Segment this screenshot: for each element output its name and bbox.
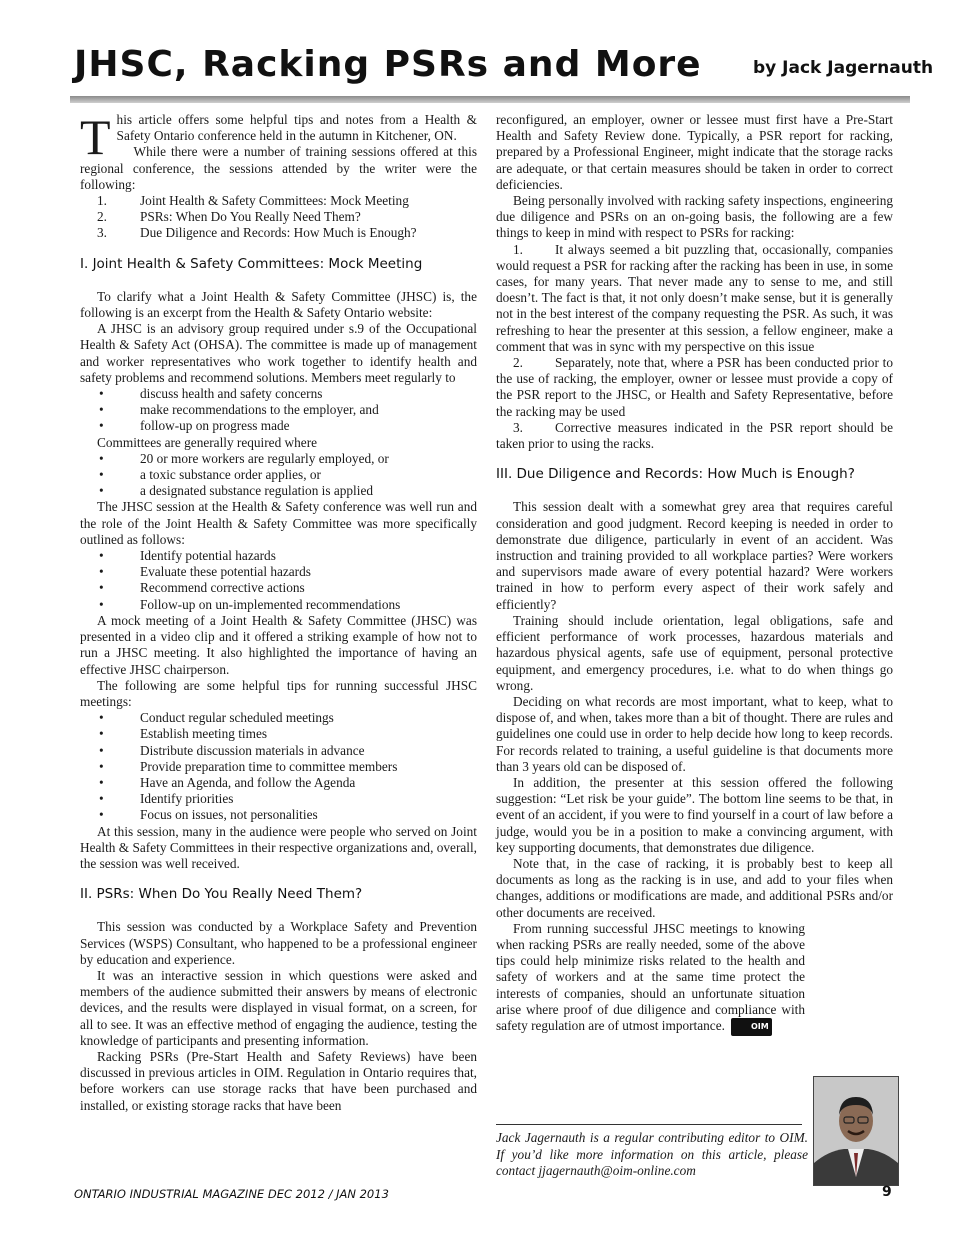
end-mark-icon: OIM bbox=[731, 1018, 772, 1036]
paragraph: Training should include orientation, legal obligations, safe and efficient performance of work processes, hazardous materials and hazardous physical agents, safe use of equipment, personal protective equipment, and emergency procedures, i.e. what to do when things go wrong. bbox=[496, 612, 893, 693]
role-list bbox=[80, 548, 477, 613]
paragraph: A mock meeting of a Joint Health & Safety Committee (JHSC) was presented in a video clip and it offered a striking example of how not to run a JHSC meeting. It also highlighted the importance of having an effective JHSC chairperson. bbox=[80, 612, 477, 677]
list-item: • Focus on issues, not personalities bbox=[99, 807, 318, 823]
paragraph: It was an interactive session in which questions were asked and members of the audience submitted their answers by means of electronic devices, and the results were displayed in visual format, on a screen, for all to see. It was an effective method of engaging the audience, testing the knowledge of participants and presenting information. bbox=[80, 967, 477, 1048]
list-item: 3. Corrective measures indicated in the PSR report should be taken prior to using the racks. bbox=[496, 419, 893, 452]
list-item: • Identify priorities bbox=[99, 791, 234, 807]
paragraph: While there were a number of training sessions offered at this regional conference, the sessions attended by the writer were the following: bbox=[80, 144, 477, 192]
footer-publication: ONTARIO INDUSTRIAL MAGAZINE DEC 2012 / JAN 2013 bbox=[74, 1187, 389, 1201]
list-item: • Follow-up on un-implemented recommendations bbox=[99, 596, 401, 612]
list-item: • a toxic substance order applies, or bbox=[99, 467, 321, 483]
paragraph: The following are some helpful tips for running successful JHSC meetings: bbox=[80, 677, 477, 709]
list-item: • Conduct regular scheduled meetings bbox=[99, 710, 334, 726]
list-item: • Recommend corrective actions bbox=[99, 580, 305, 596]
list-item: • Identify potential hazards bbox=[99, 548, 276, 564]
paragraph: From running successful JHSC meetings to knowing when racking PSRs are really needed, some of the above tips could help minimize risks related to the health and safety of workers and at the same time protect the interests of companies, should an unfortunate situation arise where proof of due diligence and compliance with safety regulation are of utmost importance. OIM bbox=[496, 921, 893, 1036]
paragraph: Committees are generally required where bbox=[97, 434, 318, 450]
paragraph: reconfigured, an employer, owner or lessee must first have a Pre-Start Health and Safety Review done. Typically, a PSR report for racking, prepared by a Professional Engineer, might indicate that the storage racks are adequate, or that certain measures should be taken in order to correct deficiencies. bbox=[496, 112, 893, 192]
paragraph: In addition, the presenter at this session offered the following suggestion: “Let risk be your guide”. The bottom line seems to be that, in event of an accident, if you were to find yourself in a court of law before a judge, would you be in a position to make a convincing argument, with key supporting documents, that demonstrates due diligence. bbox=[496, 774, 893, 855]
right-column bbox=[496, 112, 893, 1036]
list-item: • follow-up on progress made bbox=[99, 418, 290, 434]
paragraph: A JHSC is an advisory group required under s.9 of the Occupational Health & Safety Act (OHSA). The committee is made up of management and worker representatives who work together to identify health and safety problems and recommend solutions. Members meet regularly to bbox=[80, 321, 477, 385]
author-byline: by Jack Jagernauth bbox=[753, 58, 934, 78]
paragraph: Deciding on what records are most important, what to keep, what to dispose of, and when, takes more than a bit of thought. There are rules and guidelines one could use in order to help decide how long to keep records. For records related to training, a useful guideline is that documents more than 3 years old can be disposed of. bbox=[496, 693, 893, 774]
section-heading-2: II. PSRs: When Do You Really Need Them? bbox=[80, 886, 363, 903]
section-heading-3: III. Due Diligence and Records: How Much is Enough? bbox=[496, 466, 855, 483]
list-item: • discuss health and safety concerns bbox=[99, 386, 323, 402]
list-item: • Distribute discussion materials in advance bbox=[99, 742, 365, 758]
paragraph: This session dealt with a somewhat grey area that requires careful consideration and good judgment. Record keeping is needed in order to demonstrate due diligence, particularly in event of an accident. Was instruction and training provided to all workplace parties? Were workers and supervisors made aware of every potential hazard? Were workers trained in how to perform every aspect of their work safely and efficiently? bbox=[496, 499, 893, 612]
article-title: JHSC, Racking PSRs and More bbox=[74, 44, 702, 85]
list-item: 2. PSRs: When Do You Really Need Them? bbox=[97, 209, 361, 225]
list-item: • a designated substance regulation is applied bbox=[99, 483, 373, 499]
sessions-list bbox=[80, 193, 477, 242]
intro-paragraph bbox=[80, 109, 477, 165]
paragraph: The JHSC session at the Health & Safety conference was well run and the role of the Joint Health & Safety Committee was more specifically outlined as follows: bbox=[80, 499, 477, 547]
page-number: 9 bbox=[882, 1184, 892, 1200]
paragraph: Racking PSRs (Pre-Start Health and Safety Reviews) have been discussed in previous articles in OIM. Regulation in Ontario requires that, before workers can use storage racks that have been purchased and installed, or existing storage racks that have been bbox=[80, 1048, 477, 1113]
drop-cap: T bbox=[80, 109, 111, 165]
list-item: • make recommendations to the employer, and bbox=[99, 402, 379, 418]
author-portrait-icon bbox=[814, 1077, 898, 1185]
list-item: • Evaluate these potential hazards bbox=[99, 564, 311, 580]
list-item: • Have an Agenda, and follow the Agenda bbox=[99, 774, 356, 790]
meet-list bbox=[80, 386, 477, 435]
paragraph: Being personally involved with racking safety inspections, engineering due diligence and PSRs on an on-going basis, the following are a few things to keep in mind with respect to PSRs for racking: bbox=[496, 193, 893, 241]
author-photo bbox=[813, 1076, 899, 1186]
section-heading-1: I. Joint Health & Safety Committees: Mock Meeting bbox=[80, 255, 423, 272]
author-bio: Jack Jagernauth is a regular contributing editor to OIM. If you’d like more information on this article, please contact jjagernauth@oim-online.com bbox=[496, 1130, 808, 1179]
list-item: • 20 or more workers are regularly employed, or bbox=[99, 450, 389, 466]
paragraph: This session was conducted by a Workplace Safety and Prevention Services (WSPS) Consultant, who happened to be a professional engineer by education and experience. bbox=[80, 919, 477, 967]
bio-divider bbox=[496, 1124, 802, 1125]
list-item: 2. Separately, note that, where a PSR has been conducted prior to the use of racking, the employer, owner or lessee must provide a copy of the PSR report to the JHSC, or Health and Safety Representative, before the racking may be used bbox=[496, 355, 893, 419]
list-item: 1. It always seemed a bit puzzling that, occasionally, companies would request a PSR for racking after the racking has been in use, in some cases, for many years. That never made any to sense to me, and still doesn’t. The fact is that, it not only doesn’t make sense, but it is generally not in the best interest of the company requesting the PSR. As such, it was refreshing to hear the presenter at this session, a fellow engineer, make a comment that was in sync with my perspective on this issue bbox=[496, 241, 893, 354]
tips-list bbox=[80, 710, 477, 823]
left-column bbox=[80, 109, 477, 1114]
paragraph: Note that, in the case of racking, it is probably best to keep all documents as long as the racking is in use, and add to your files when changes, additions or modifications are made, and additional PSRs and/or other documents are received. bbox=[496, 855, 893, 920]
list-item: • Establish meeting times bbox=[99, 726, 268, 742]
paragraph: At this session, many in the audience were people who served on Joint Health & Safety Committees in their respective organizations and, overall, the session was well received. bbox=[80, 823, 477, 871]
required-list bbox=[80, 451, 477, 500]
list-item: 1. Joint Health & Safety Committees: Mock Meeting bbox=[97, 193, 409, 209]
list-item: • Provide preparation time to committee members bbox=[99, 758, 398, 774]
title-rule bbox=[70, 96, 910, 103]
intro-text: his article offers some helpful tips and notes from a Health & Safety Ontario conference held in the autumn in Kitchener, ON. bbox=[116, 112, 477, 144]
list-item: 3. Due Diligence and Records: How Much is Enough? bbox=[97, 225, 417, 241]
paragraph: To clarify what a Joint Health & Safety Committee (JHSC) is, the following is an excerpt from the Health & Safety Ontario website: bbox=[80, 288, 477, 321]
